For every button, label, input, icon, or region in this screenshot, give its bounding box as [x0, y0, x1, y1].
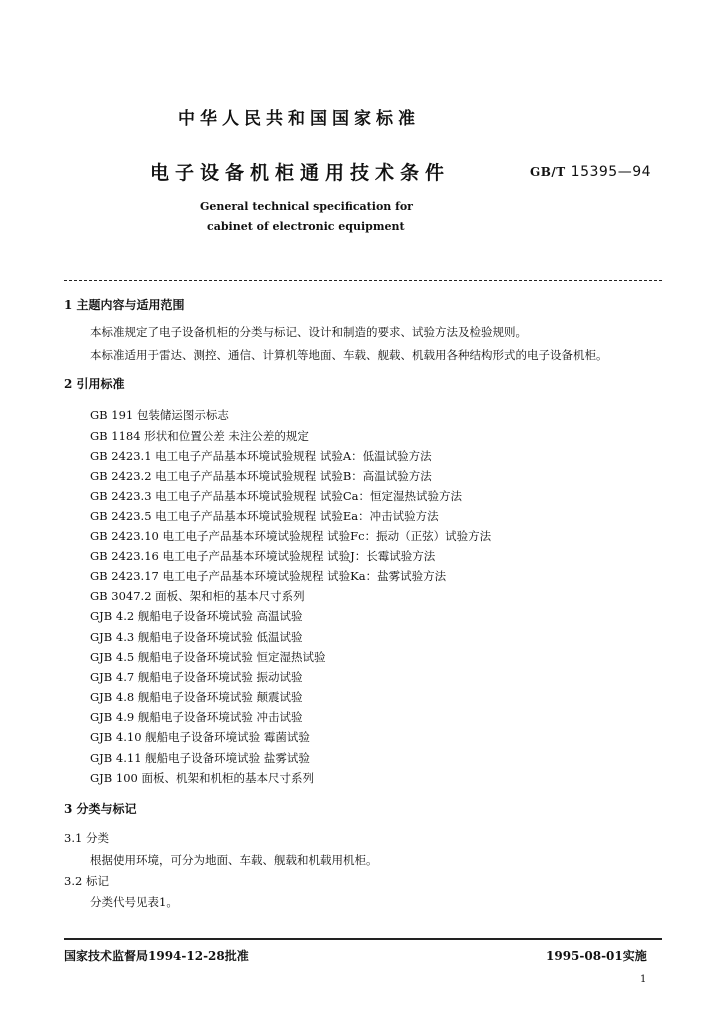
section-3-1-heading: 3.1 分类 — [64, 831, 109, 845]
page-number: 1 — [640, 974, 647, 985]
reference-item: GB 2423.10 电工电子产品基本环境试验规程 试验Fc：振动（正弦）试验方法 — [90, 529, 492, 543]
english-title-line-2: cabinet of electronic equipment — [207, 220, 405, 233]
section-1-heading: 1 主题内容与适用范围 — [64, 298, 185, 312]
reference-item: GB 191 包装储运图示标志 — [90, 408, 229, 422]
reference-item: GB 3047.2 面板、架和柜的基本尺寸系列 — [90, 589, 305, 603]
reference-item: GJB 4.11 舰船电子设备环境试验 盐雾试验 — [90, 751, 310, 765]
english-title-line-1: General technical specification for — [200, 200, 413, 213]
reference-item: GJB 4.2 舰船电子设备环境试验 高温试验 — [90, 609, 303, 623]
section-2-heading: 2 引用标准 — [64, 377, 125, 391]
reference-item: GJB 4.8 舰船电子设备环境试验 颠震试验 — [90, 690, 303, 704]
reference-item: GB 2423.17 电工电子产品基本环境试验规程 试验Ka：盐雾试验方法 — [90, 569, 447, 583]
reference-item: GB 2423.16 电工电子产品基本环境试验规程 试验J：长霉试验方法 — [90, 549, 436, 563]
document-title: 电子设备机柜通用技术条件 — [150, 162, 451, 184]
reference-item: GJB 100 面板、机架和机柜的基本尺寸系列 — [90, 771, 315, 785]
standard-code-number: 15395—94 — [570, 164, 652, 180]
reference-item: GJB 4.10 舰船电子设备环境试验 霉菌试验 — [90, 730, 310, 744]
header-rule — [64, 280, 662, 281]
reference-item: GB 2423.1 电工电子产品基本环境试验规程 试验A：低温试验方法 — [90, 449, 432, 463]
reference-item: GJB 4.9 舰船电子设备环境试验 冲击试验 — [90, 710, 303, 724]
section-3-2-text: 分类代号见表1。 — [90, 895, 178, 909]
section-3-heading: 3 分类与标记 — [64, 802, 137, 816]
standard-org-title: 中华人民共和国国家标准 — [178, 109, 420, 129]
reference-item: GB 2423.2 电工电子产品基本环境试验规程 试验B：高温试验方法 — [90, 469, 432, 483]
approval-date: 国家技术监督局1994-12-28批准 — [64, 949, 249, 963]
reference-item: GB 1184 形状和位置公差 未注公差的规定 — [90, 429, 309, 443]
reference-item: GJB 4.7 舰船电子设备环境试验 振动试验 — [90, 670, 303, 684]
standard-code — [530, 164, 651, 180]
reference-item: GJB 4.3 舰船电子设备环境试验 低温试验 — [90, 630, 303, 644]
section-3-2-heading: 3.2 标记 — [64, 874, 109, 888]
reference-item: GB 2423.3 电工电子产品基本环境试验规程 试验Ca：恒定湿热试验方法 — [90, 489, 462, 503]
section-1-paragraph-1: 本标准规定了电子设备机柜的分类与标记、设计和制造的要求、试验方法及检验规则。 — [90, 325, 527, 339]
section-1-paragraph-2: 本标准适用于雷达、测控、通信、计算机等地面、车载、舰载、机载用各种结构形式的电子设备机柜。 — [90, 348, 608, 362]
reference-item: GB 2423.5 电工电子产品基本环境试验规程 试验Ea：冲击试验方法 — [90, 509, 439, 523]
standard-code-prefix: GB/T — [530, 165, 566, 179]
effective-date: 1995-08-01实施 — [546, 949, 647, 963]
footer-rule — [64, 938, 662, 940]
reference-item: GJB 4.5 舰船电子设备环境试验 恒定湿热试验 — [90, 650, 326, 664]
section-3-1-text: 根据使用环境，可分为地面、车载、舰载和机载用机柜。 — [90, 853, 378, 867]
